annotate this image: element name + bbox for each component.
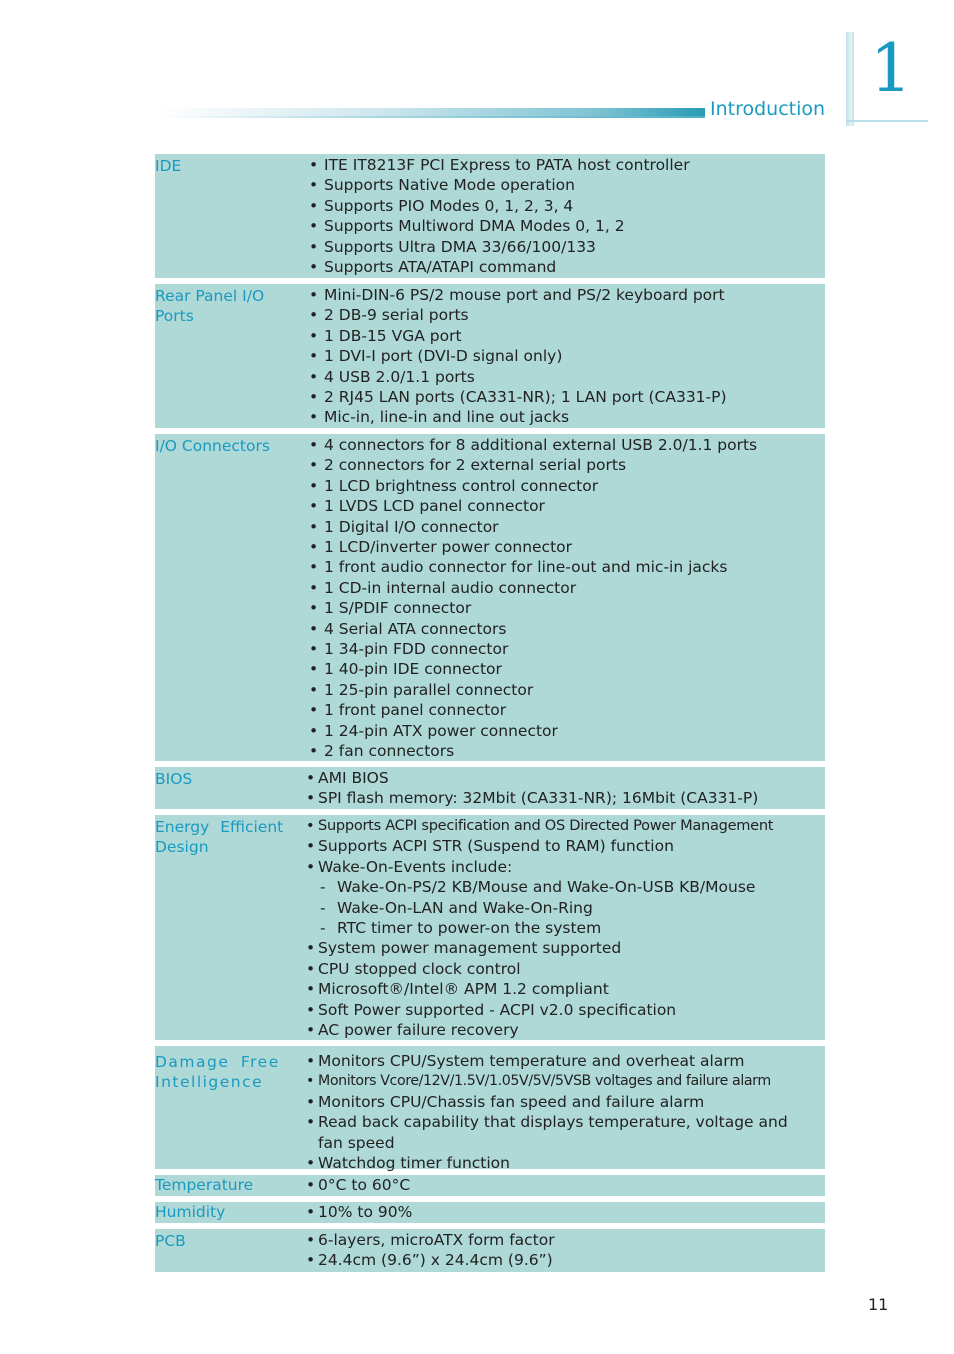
list-item: • 1 DVI-I port (DVI-D signal only) [309,347,563,366]
list-item: • Monitors CPU/System temperature and overheat alarm [306,1052,745,1070]
chapter-number: 1 [870,30,912,107]
spec-row-energy [155,815,825,1040]
spec-label: I/O Connectors [155,437,270,455]
spec-row-damage-free [155,1046,825,1173]
chapter-tab-edge-inner [852,32,854,126]
spec-table [155,154,825,1278]
list-item: • 1 CD-in internal audio connector [309,578,577,597]
list-item: • AMI BIOS [306,769,389,787]
list-item: • 2 fan connectors [309,742,455,761]
list-item: - RTC timer to power-on the system [320,919,602,938]
list-item: • ITE IT8213F PCI Express to PATA host controller [309,156,690,174]
list-item: • Mini-DIN-6 PS/2 mouse port and PS/2 keyboard port [309,286,725,304]
list-item: • 4 connectors for 8 additional external USB 2.0/1.1 ports [309,436,758,454]
spec-label: Humidity [155,1203,226,1221]
list-item: • Supports ATA/ATAPI command [309,258,557,277]
list-item: • 1 40-pin IDE connector [309,660,502,679]
spec-row-temperature [155,1175,825,1196]
list-item: • Microsoft®/Intel® APM 1.2 compliant [306,980,609,999]
list-item: • Supports Multiword DMA Modes 0, 1, 2 [309,217,625,236]
list-item: • Supports Native Mode operation [309,176,575,195]
list-item: • 1 LCD brightness control connector [309,476,599,495]
spec-label: Temperature [155,1176,254,1194]
list-item: • 6-layers, microATX form factor [306,1231,555,1249]
list-item: • 0°C to 60°C [306,1176,411,1194]
list-item: - Wake-On-LAN and Wake-On-Ring [320,898,593,917]
list-item: • 1 S/PDIF connector [309,599,472,618]
list-item: • 4 Serial ATA connectors [309,619,507,638]
spec-items [305,284,825,428]
spec-items [305,767,825,809]
list-item: • Supports ACPI specification and OS Directed Power Management [306,817,774,834]
list-item: • 1 24-pin ATX power connector [309,721,558,740]
spec-row-bios [155,767,825,809]
list-item: • 2 connectors for 2 external serial ports [309,456,627,475]
section-title: Introduction [710,98,826,120]
list-item: • 1 LVDS LCD panel connector [309,497,545,516]
spec-label: PCB [155,1232,186,1250]
spec-items [305,815,825,1040]
spec-label: IDE [155,157,182,175]
list-item: • AC power failure recovery [306,1021,519,1040]
spec-row-io-connectors [155,434,825,761]
list-item: • 1 front audio connector for line-out and mic-in jacks [309,558,728,577]
list-item: • Soft Power supported - ACPI v2.0 specification [306,1000,677,1019]
spec-items [305,1202,825,1223]
list-item: • 2 RJ45 LAN ports (CA331-NR); 1 LAN port (CA331-P) [309,388,727,407]
spec-row-pcb [155,1229,825,1272]
list-item: • Monitors Vcore/12V/1.5V/1.05V/5V/5VSB voltages and failure alarm [306,1073,771,1090]
list-item: • 1 LCD/inverter power connector [309,538,573,557]
list-item: • 1 34-pin FDD connector [309,640,509,659]
list-item: • 1 Digital I/O connector [309,517,499,536]
list-item: • Mic-in, line-in and line out jacks [309,408,570,427]
spec-items [305,154,825,278]
list-item: • Supports ACPI STR (Suspend to RAM) function [306,837,674,856]
list-item: • SPI flash memory: 32Mbit (CA331-NR); 16Mbit (CA331-P) [306,789,759,808]
list-item: • 2 DB-9 serial ports [309,306,469,325]
spec-items [305,1046,825,1173]
spec-row-rear-panel [155,284,825,428]
list-item: • 24.4cm (9.6”) x 24.4cm (9.6”) [306,1251,553,1270]
list-item: • Read back capability that displays temperature, voltage and fan speed [306,1113,788,1152]
spec-items [305,1175,825,1196]
list-item: • 4 USB 2.0/1.1 ports [309,367,475,386]
spec-label: BIOS [155,770,193,788]
list-item: • Supports PIO Modes 0, 1, 2, 3, 4 [309,196,574,215]
list-item: - Wake-On-PS/2 KB/Mouse and Wake-On-USB KB/Mouse [320,878,756,897]
chapter-tab-base [846,120,928,122]
spec-label: Damage Free Intelligence [155,1053,280,1092]
spec-row-humidity [155,1202,825,1223]
list-item: • CPU stopped clock control [306,959,521,978]
list-item: • System power management supported [306,939,622,958]
list-item: • 1 25-pin parallel connector [309,680,534,699]
list-item: • Monitors CPU/Chassis fan speed and failure alarm [306,1092,705,1111]
list-item: • Supports Ultra DMA 33/66/100/133 [309,237,596,256]
spec-items [305,1229,825,1272]
spec-row-ide [155,154,825,278]
list-item: • 1 DB-15 VGA port [309,326,462,345]
list-item: • 10% to 90% [306,1203,413,1221]
list-item: • Watchdog timer function [306,1154,510,1173]
spec-label: Energy Efficient Design [155,818,284,857]
spec-items [305,434,825,761]
list-item: • 1 front panel connector [309,701,507,720]
header-underline [155,116,705,118]
page-number: 11 [868,1295,889,1314]
list-item: • Wake-On-Events include: [306,857,513,876]
spec-label: Rear Panel I/O Ports [155,287,265,326]
